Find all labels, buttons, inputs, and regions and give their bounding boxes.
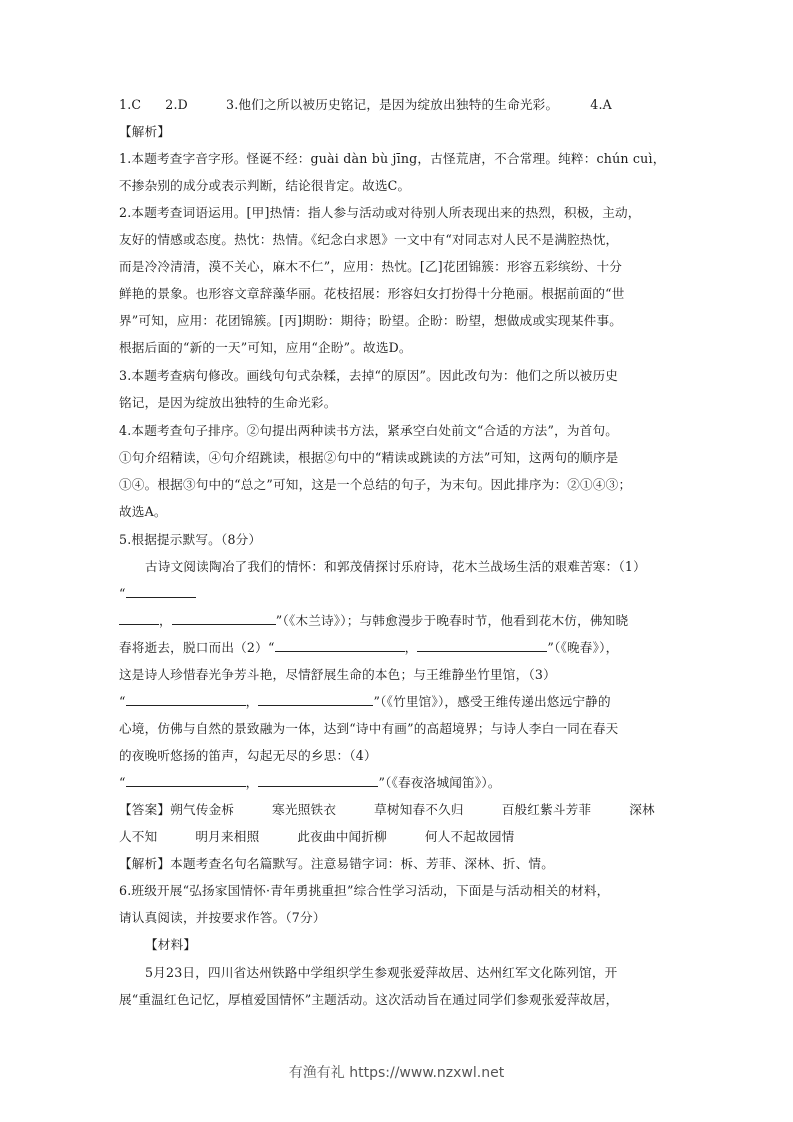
question5-answers-cont (119, 827, 514, 847)
answer-item: 百般红紫斗芳菲 (501, 802, 592, 817)
material-label: 【材料】 (145, 937, 197, 952)
material-paragraph: 5月23日，四川省达州铁路中学组织学生参观张爱萍故居、达州红军文化陈列馆，开 (145, 965, 618, 980)
analysis-q3-line: 3.本题考查病句修改。画线句句式杂糅，去掉“的原因”。因此改句为：他们之所以被历史 (119, 368, 619, 383)
question5-line: 的夜晚听悠扬的笛声，勾起无尽的乡思：（4） (119, 748, 377, 763)
analysis-q1-line: 1.本题考查字音字形。怪诞不经：guài dàn bù jīng，古怪荒唐，不合常理。纯粹：chún cuì， (119, 151, 666, 166)
question5-blank-line: “ ， ”（《春夜洛城闻笛》）。 (119, 775, 501, 790)
question6-line: 6.班级开展“弘扬家国情怀·青年勇挑重担”综合性学习活动，下面是与活动相关的材料， (119, 883, 610, 898)
question5-blank-line: ， ”（《木兰诗》）；与韩愈漫步于晚春时节，他看到花木仿，佛知晓 (119, 611, 628, 631)
question5-blank-line: “ ， ”（《竹里馆》），感受王维传递出悠远宁静的 (119, 694, 611, 709)
answer-item: 此夜曲中闻折柳 (297, 829, 387, 844)
question5-analysis: 【解析】本题考查名句名篇默写。注意易错字词：柝、芳菲、深林、折、情。 (119, 856, 554, 871)
analysis-q4-line: 故选A。 (119, 504, 167, 519)
fill-blank-1a[interactable] (126, 585, 196, 598)
answer-3: 3.他们之所以被历史铭记，是因为绽放出独特的生命光彩。 (225, 97, 559, 112)
analysis-header: 【解析】 (119, 124, 171, 139)
watermark-footer: 有渔有礼 https://www.nzxwl.net (288, 1065, 505, 1081)
analysis-q2-line: 根据后面的“新的一天”可知，应用“企盼”。故选D。 (119, 340, 412, 355)
question5-line: 这是诗人珍惜春光争芳斗艳，尽情舒展生命的本色；与王维静坐竹里馆，（3） (119, 667, 556, 682)
answer-2: 2.D (165, 97, 188, 112)
analysis-q1-line: 不掺杂别的成分或表示判断，结论很肯定。故选C。 (119, 178, 411, 193)
answer-item: 何人不起故园情 (424, 829, 515, 844)
question5-answers: 【答案】朔气传金柝 寒光照铁衣 草树知春不久归 百般红紫斗芳菲 深林 (119, 802, 655, 817)
fill-blank-4a[interactable] (126, 774, 246, 787)
answer-item: 深林 (629, 802, 655, 817)
material-paragraph: 展“重温红色记忆，厚植爱国情怀”主题活动。这次活动旨在通过同学们参观张爱萍故居， (119, 992, 619, 1007)
answers-line (119, 95, 612, 115)
fill-blank-2b[interactable] (417, 639, 547, 652)
fill-blank-3b[interactable] (258, 693, 373, 706)
analysis-q2-line: 而是冷冷清清，漠不关心，麻木不仁”，应用：热忱。[乙]花团锦簇：形容五彩缤纷、十分 (119, 259, 623, 274)
fill-blank-3a[interactable] (126, 693, 246, 706)
answer-item: 明月来相照 (195, 829, 260, 844)
question5-line: 古诗文阅读陶冶了我们的情怀：和郭茂倩探讨乐府诗，花木兰战场生活的艰难苦寒：（1） (145, 559, 646, 574)
question5-line: 心境，仿佛与自然的景致融为一体，达到“诗中有画”的高超境界；与诗人李白一同在春天 (119, 721, 619, 736)
fill-blank-4b[interactable] (258, 774, 378, 787)
analysis-q2-line: 界”可知，应用：花团锦簇。[丙]期盼：期待；盼望。企盼：盼望，想做成或实现某件事。 (119, 313, 623, 328)
question5-title: 5.根据提示默写。（8分） (119, 532, 262, 547)
analysis-q4-line: ①④。根据③句中的“总之”可知，这是一个总结的句子，为末句。因此排序为：②①④③； (119, 477, 632, 492)
fill-blank-2a[interactable] (275, 639, 405, 652)
fill-blank-1a-cont[interactable] (119, 612, 159, 625)
answer-item: 寒光照铁衣 (272, 802, 337, 817)
question6-line: 请认真阅读，并按要求作答。（7分） (119, 910, 326, 925)
answer-4: 4.A (590, 97, 612, 112)
analysis-q3-line: 铭记，是因为绽放出独特的生命光彩。 (119, 395, 337, 410)
analysis-q2-line: 2.本题考查词语运用。[甲]热情：指人参与活动或对待别人所表现出来的热烈，积极，主动， (119, 205, 641, 220)
analysis-q2-line: 鲜艳的景象。也形容文章辞藻华丽。花枝招展：形容妇女打扮得十分艳丽。根据前面的“世 (119, 286, 625, 301)
answer-item: 人不知 (119, 829, 158, 844)
answer-item: 草树知春不久归 (374, 802, 464, 817)
answer-item: 朔气传金柝 (170, 802, 235, 817)
question5-line: 春将逝去，脱口而出（2）“ ， ”（《晚春》）， (119, 640, 619, 655)
fill-blank-1b[interactable] (172, 612, 276, 625)
analysis-q2-line: 友好的情感或态度。热忱：热情。《纪念白求恩》一文中有“对同志对人民不是满腔热忱， (119, 232, 619, 247)
analysis-q4-line: ①句介绍精读，④句介绍跳读，根据②句中的“精读或跳读的方法”可知，这两句的顺序是 (119, 450, 619, 465)
analysis-q4-line: 4.本题考查句子排序。②句提出两种读书方法，紧承空白处前文“合适的方法”，为首句。 (119, 423, 619, 438)
question5-blank-line: “ (119, 584, 196, 604)
answer-1: 1.C (119, 97, 142, 112)
